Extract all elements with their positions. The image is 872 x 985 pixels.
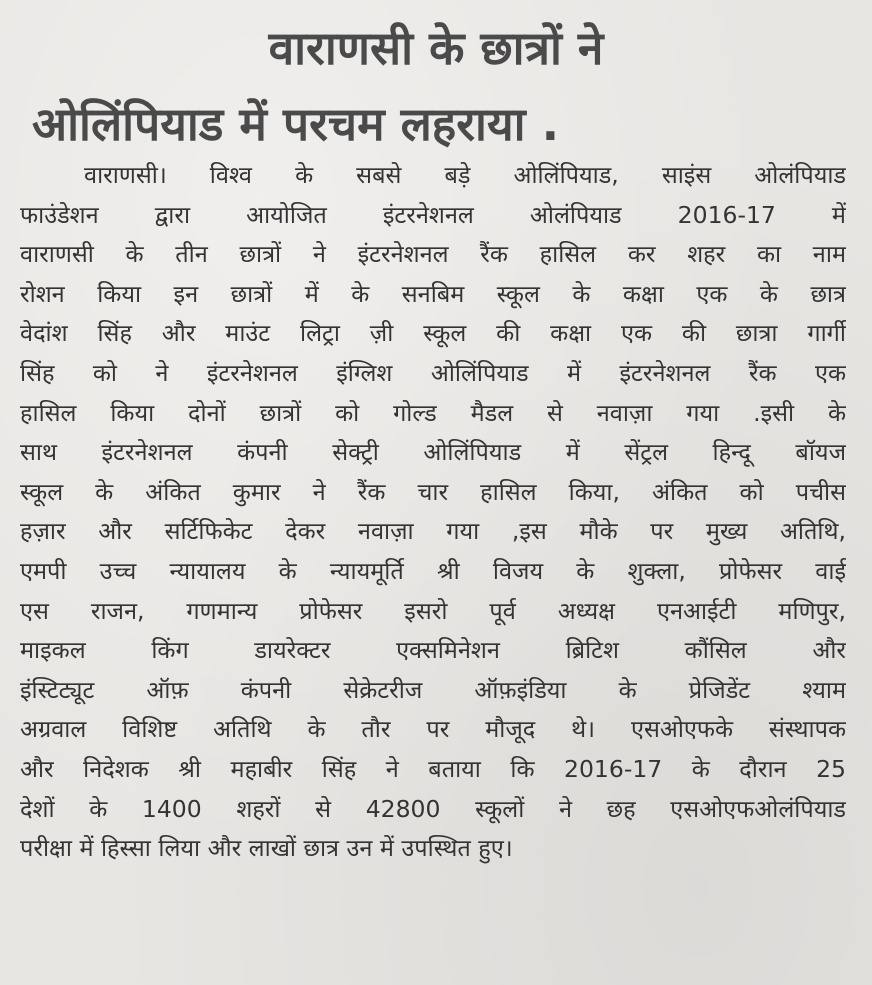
article-line: एस राजन, गणमान्य प्रोफेसर इसरो पूर्व अध्यक्ष एनआईटी मणिपुर, [20,596,846,625]
article-line: वाराणसी के तीन छात्रों ने इंटरनेशनल रैंक हासिल कर शहर का नाम [20,240,846,269]
article-line: माइकल किंग डायरेक्टर एक्समिनेशन ब्रिटिश कौंसिल और [20,636,846,665]
headline-line-2: ओलिंपियाड में परचम लहराया . [32,97,560,151]
article-line: वेदांश सिंह और माउंट लिट्रा ज़ी स्कूल की कक्षा एक की छात्रा गार्गी [20,319,846,348]
article-line: हासिल किया दोनों छात्रों को गोल्ड मैडल से नवाज़ा गया .इसी के [20,398,846,427]
article-line: और निदेशक श्री महाबीर सिंह ने बताया कि 2016-17 के दौरान 25 [20,754,846,783]
headline [0,10,872,162]
article-line: स्कूल के अंकित कुमार ने रैंक चार हासिल किया, अंकित को पचीस [20,477,846,506]
article-line: अग्रवाल विशिष्ट अतिथि के तौर पर मौजूद थे। एसओएफके संस्थापक [20,715,846,744]
article-body [20,156,846,869]
article-line: इंस्टिट्यूट ऑफ़ कंपनी सेक्रेटरीज ऑफ़इंडिया के प्रेजिडेंट श्याम [20,675,846,704]
headline-line-1: वाराणसी के छात्रों ने [268,21,604,75]
article-line: देशों के 1400 शहरों से 42800 स्कूलों ने छह एसओएफओलंपियाड [20,794,846,823]
article-line: हज़ार और सर्टिफिकेट देकर नवाज़ा गया ,इस मौके पर मुख्य अतिथि, [20,517,846,546]
article-line: रोशन किया इन छात्रों में के सनबिम स्कूल के कक्षा एक के छात्र [20,279,846,308]
article-line: फाउंडेशन द्वारा आयोजित इंटरनेशनल ओलंपियाड 2016-17 में [20,200,846,229]
article-line: सिंह को ने इंटरनेशनल इंग्लिश ओलिंपियाड में इंटरनेशनल रैंक एक [20,358,846,387]
article-line: वाराणसी। विश्व के सबसे बड़े ओलिंपियाड, साइंस ओलंपियाड [84,161,846,189]
article-line: साथ इंटरनेशनल कंपनी सेक्ट्री ओलिंपियाड में सेंट्रल हिन्दू बॉयज [20,438,846,467]
article-line: परीक्षा में हिस्सा लिया और लाखों छात्र उन में उपस्थित हुए। [20,834,513,863]
article-line: एमपी उच्च न्यायालय के न्यायमूर्ति श्री विजय के शुक्ला, प्रोफेसर वाई [20,556,846,585]
